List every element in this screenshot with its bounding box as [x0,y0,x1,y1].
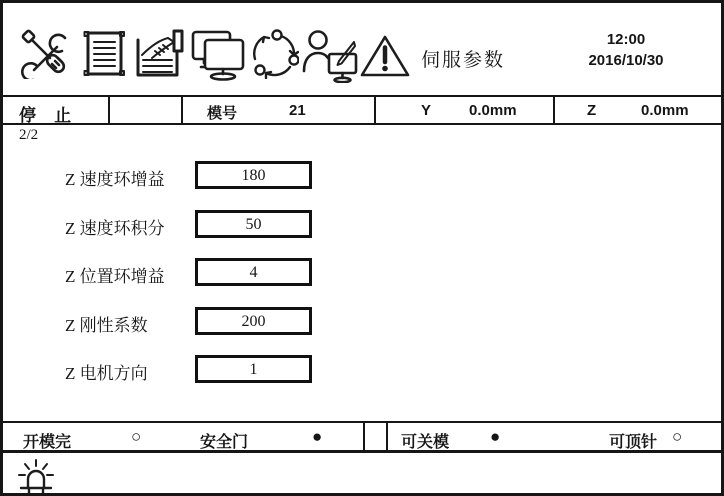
sync-icon[interactable] [249,29,299,79]
signal-can-eject-label: 可顶针 [609,434,658,451]
divider [108,97,110,123]
alarm-lamp-icon[interactable] [16,457,56,495]
signal-mold-open-done-label: 开模完 [23,434,72,451]
z-axis-value: 0.0mm [641,102,689,119]
signal-mold-open-done-lamp: ○ [131,427,142,446]
document-icon[interactable] [81,25,127,81]
field-input-z-speed-integral[interactable]: 50 [195,210,312,238]
monitors-icon[interactable] [189,27,247,81]
run-state: 停 止 [19,106,72,125]
clock [563,29,689,71]
field-label-z-speed-integral: Z 速度环积分 [65,219,165,238]
field-label-z-motor-direction: Z 电机方向 [65,364,148,383]
signal-bar [3,421,721,453]
y-axis-label: Y [421,102,432,119]
signal-safety-door-lamp: ● [312,427,323,446]
field-input-z-motor-direction[interactable]: 1 [195,355,312,383]
signal-can-close-mold-label: 可关模 [401,434,450,451]
divider [363,423,365,450]
divider [374,97,376,123]
signal-safety-door-label: 安全门 [200,434,249,451]
z-axis-label: Z [587,102,597,119]
warning-icon[interactable] [359,33,411,79]
mold-number-label: 模号 [207,105,238,122]
user-edit-icon[interactable] [301,27,359,83]
y-axis-value: 0.0mm [469,102,517,119]
mold-number-value: 21 [289,102,306,119]
divider [181,97,183,123]
tools-icon[interactable] [19,27,71,79]
page-title: 伺服参数 [421,50,506,71]
field-input-z-rigidity[interactable]: 200 [195,307,312,335]
field-label-z-position-gain: Z 位置环增益 [65,267,165,286]
field-input-z-position-gain[interactable]: 4 [195,258,312,286]
signal-can-close-mold-lamp: ● [490,427,501,446]
clock-time: 12:00 [606,31,646,48]
divider [386,423,388,450]
signal-can-eject-lamp: ○ [672,427,683,446]
field-input-z-speed-gain[interactable]: 180 [195,161,312,189]
page-indicator: 2/2 [19,127,39,143]
divider [553,97,555,123]
field-label-z-rigidity: Z 刚性系数 [65,316,148,335]
clock-date: 2016/10/30 [588,52,664,69]
field-label-z-speed-gain: Z 速度环增益 [65,170,165,189]
status-bar [3,95,721,125]
record-write-icon[interactable] [133,27,185,79]
